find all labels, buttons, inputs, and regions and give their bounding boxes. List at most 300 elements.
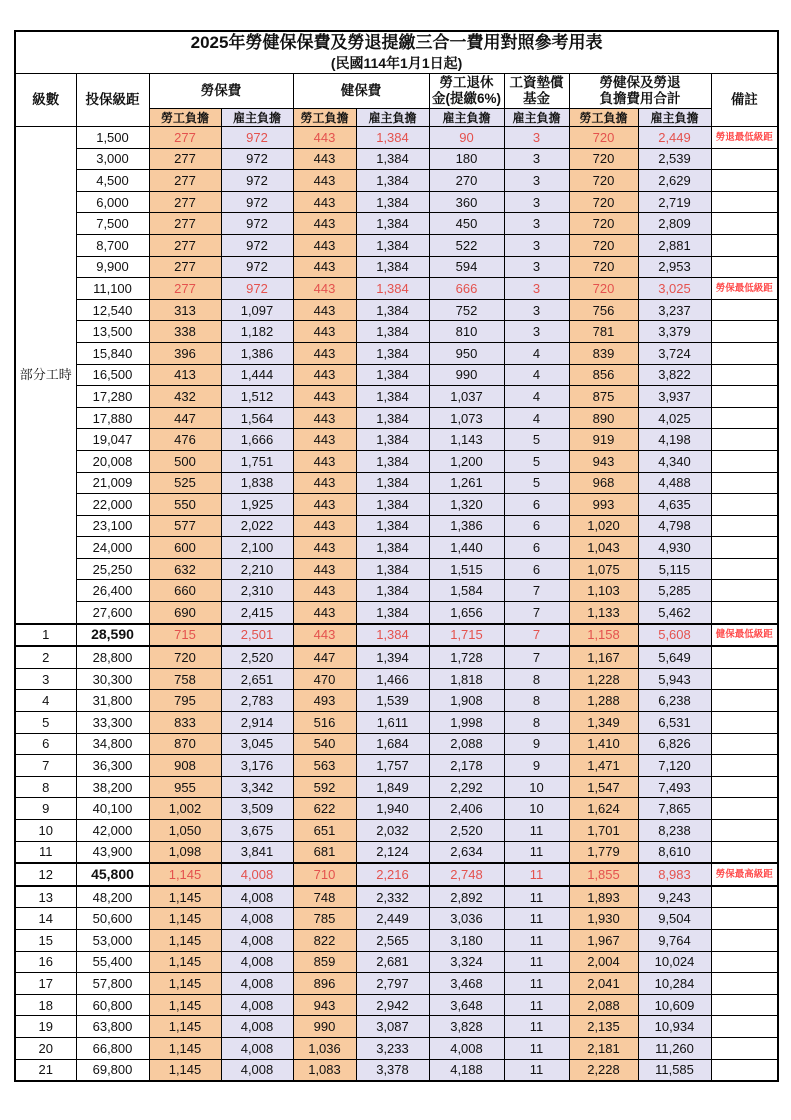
cell-total_worker: 968: [569, 472, 638, 494]
cell-health_employer: 1,384: [356, 364, 429, 386]
level-cell: 10: [15, 820, 76, 842]
cell-total_employer: 4,635: [638, 494, 711, 516]
cell-health_worker: 822: [293, 929, 356, 951]
cell-health_worker: 990: [293, 1016, 356, 1038]
cell-health_worker: 443: [293, 624, 356, 647]
salary-cell: 69,800: [76, 1059, 149, 1081]
header-pension: [429, 74, 504, 109]
note-cell: [711, 472, 778, 494]
note-cell: [711, 712, 778, 734]
note-cell: [711, 170, 778, 192]
table-row: [15, 994, 778, 1016]
cell-labor_employer: 2,022: [221, 515, 293, 537]
cell-total_employer: 11,585: [638, 1059, 711, 1081]
cell-pension_employer: 950: [429, 342, 504, 364]
cell-total_worker: 875: [569, 386, 638, 408]
cell-total_worker: 1,779: [569, 841, 638, 863]
cell-wage_fund_employer: 4: [504, 386, 569, 408]
cell-pension_employer: 1,073: [429, 407, 504, 429]
cell-wage_fund_employer: 3: [504, 321, 569, 343]
cell-health_employer: 1,394: [356, 646, 429, 668]
cell-health_worker: 443: [293, 148, 356, 170]
cell-labor_employer: 972: [221, 127, 293, 149]
cell-labor_employer: 2,520: [221, 646, 293, 668]
cell-pension_employer: 3,036: [429, 908, 504, 930]
cell-labor_worker: 500: [149, 450, 221, 472]
cell-health_employer: 2,216: [356, 863, 429, 886]
note-cell: [711, 558, 778, 580]
cell-labor_worker: 1,145: [149, 908, 221, 930]
level-cell: 6: [15, 733, 76, 755]
table-row: [15, 429, 778, 451]
table-row: [15, 973, 778, 995]
cell-labor_worker: 277: [149, 256, 221, 278]
subheader-labor-employer: 雇主負擔: [221, 109, 293, 127]
note-cell: [711, 690, 778, 712]
cell-health_worker: 443: [293, 580, 356, 602]
cell-wage_fund_employer: 11: [504, 863, 569, 886]
cell-wage_fund_employer: 8: [504, 668, 569, 690]
salary-cell: 17,280: [76, 386, 149, 408]
cell-labor_employer: 3,342: [221, 776, 293, 798]
table-row: [15, 321, 778, 343]
cell-health_employer: 1,384: [356, 537, 429, 559]
cell-total_worker: 1,855: [569, 863, 638, 886]
cell-labor_worker: 1,145: [149, 973, 221, 995]
table-row: [15, 472, 778, 494]
cell-health_employer: 1,849: [356, 776, 429, 798]
cell-health_employer: 2,449: [356, 908, 429, 930]
salary-cell: 3,000: [76, 148, 149, 170]
cell-labor_employer: 972: [221, 148, 293, 170]
cell-health_employer: 1,384: [356, 234, 429, 256]
cell-health_employer: 1,384: [356, 407, 429, 429]
cell-wage_fund_employer: 11: [504, 1059, 569, 1081]
cell-labor_employer: 1,512: [221, 386, 293, 408]
salary-cell: 55,400: [76, 951, 149, 973]
cell-pension_employer: 3,468: [429, 973, 504, 995]
cell-total_worker: 1,930: [569, 908, 638, 930]
table-row: [15, 191, 778, 213]
cell-wage_fund_employer: 11: [504, 841, 569, 863]
cell-health_employer: 1,466: [356, 668, 429, 690]
cell-health_worker: 443: [293, 602, 356, 624]
note-cell: 勞保最高級距: [711, 863, 778, 886]
note-cell: [711, 929, 778, 951]
salary-cell: 16,500: [76, 364, 149, 386]
salary-cell: 38,200: [76, 776, 149, 798]
cell-total_employer: 3,379: [638, 321, 711, 343]
cell-health_employer: 1,684: [356, 733, 429, 755]
table-row: [15, 256, 778, 278]
level-cell: 4: [15, 690, 76, 712]
header-health-insurance: 健保費: [293, 74, 429, 109]
cell-pension_employer: 2,088: [429, 733, 504, 755]
cell-labor_employer: 972: [221, 278, 293, 300]
cell-labor_employer: 1,925: [221, 494, 293, 516]
cell-labor_worker: 795: [149, 690, 221, 712]
level-cell: 16: [15, 951, 76, 973]
cell-health_worker: 443: [293, 494, 356, 516]
level-cell: 13: [15, 886, 76, 908]
cell-labor_worker: 550: [149, 494, 221, 516]
cell-total_employer: 2,881: [638, 234, 711, 256]
note-cell: [711, 494, 778, 516]
cell-total_worker: 1,075: [569, 558, 638, 580]
cell-health_employer: 1,384: [356, 299, 429, 321]
cell-labor_worker: 1,145: [149, 1059, 221, 1081]
cell-total_employer: 3,822: [638, 364, 711, 386]
cell-total_employer: 10,934: [638, 1016, 711, 1038]
table-title-block: [15, 31, 778, 74]
cell-pension_employer: 2,520: [429, 820, 504, 842]
note-cell: [711, 580, 778, 602]
cell-wage_fund_employer: 7: [504, 602, 569, 624]
note-cell: [711, 951, 778, 973]
cell-pension_employer: 1,656: [429, 602, 504, 624]
table-row: [15, 278, 778, 300]
table-row: [15, 776, 778, 798]
cell-health_employer: 1,611: [356, 712, 429, 734]
note-cell: [711, 994, 778, 1016]
cell-total_employer: 5,462: [638, 602, 711, 624]
subheader-health-employer: 雇主負擔: [356, 109, 429, 127]
cell-health_worker: 443: [293, 342, 356, 364]
cell-labor_worker: 1,050: [149, 820, 221, 842]
note-cell: [711, 733, 778, 755]
cell-total_employer: 4,340: [638, 450, 711, 472]
cell-total_employer: 9,243: [638, 886, 711, 908]
cell-labor_worker: 277: [149, 127, 221, 149]
cell-health_worker: 443: [293, 537, 356, 559]
cell-pension_employer: 1,715: [429, 624, 504, 647]
cell-total_worker: 1,547: [569, 776, 638, 798]
cell-health_worker: 681: [293, 841, 356, 863]
cell-pension_employer: 4,188: [429, 1059, 504, 1081]
cell-health_employer: 2,332: [356, 886, 429, 908]
cell-labor_employer: 4,008: [221, 994, 293, 1016]
note-cell: [711, 1059, 778, 1081]
cell-wage_fund_employer: 3: [504, 278, 569, 300]
cell-pension_employer: 752: [429, 299, 504, 321]
level-cell: 14: [15, 908, 76, 930]
table-row: [15, 755, 778, 777]
cell-health_worker: 710: [293, 863, 356, 886]
table-row: [15, 1037, 778, 1059]
salary-cell: 33,300: [76, 712, 149, 734]
cell-wage_fund_employer: 3: [504, 234, 569, 256]
cell-labor_employer: 4,008: [221, 886, 293, 908]
table-row: [15, 712, 778, 734]
cell-wage_fund_employer: 3: [504, 256, 569, 278]
cell-total_worker: 720: [569, 148, 638, 170]
note-cell: [711, 191, 778, 213]
cell-pension_employer: 1,261: [429, 472, 504, 494]
cell-wage_fund_employer: 7: [504, 624, 569, 647]
salary-cell: 50,600: [76, 908, 149, 930]
cell-total_worker: 2,181: [569, 1037, 638, 1059]
table-row: [15, 213, 778, 235]
cell-health_worker: 1,083: [293, 1059, 356, 1081]
cell-total_worker: 856: [569, 364, 638, 386]
header-total-line2: 負擔費用合計: [599, 91, 681, 106]
cell-health_worker: 443: [293, 256, 356, 278]
cell-health_worker: 470: [293, 668, 356, 690]
table-row: [15, 1016, 778, 1038]
level-cell: 15: [15, 929, 76, 951]
table-row: [15, 127, 778, 149]
cell-labor_worker: 525: [149, 472, 221, 494]
note-cell: [711, 429, 778, 451]
cell-pension_employer: 3,180: [429, 929, 504, 951]
cell-total_employer: 6,531: [638, 712, 711, 734]
table-row: [15, 951, 778, 973]
salary-cell: 17,880: [76, 407, 149, 429]
cell-wage_fund_employer: 5: [504, 472, 569, 494]
salary-cell: 19,047: [76, 429, 149, 451]
header-note: 備註: [711, 74, 778, 127]
cell-labor_employer: 4,008: [221, 973, 293, 995]
cell-health_employer: 1,384: [356, 494, 429, 516]
note-cell: [711, 908, 778, 930]
salary-cell: 20,008: [76, 450, 149, 472]
cell-total_worker: 890: [569, 407, 638, 429]
note-cell: 勞保最低級距: [711, 278, 778, 300]
cell-labor_employer: 972: [221, 191, 293, 213]
cell-total_worker: 1,967: [569, 929, 638, 951]
salary-cell: 11,100: [76, 278, 149, 300]
cell-total_employer: 4,930: [638, 537, 711, 559]
cell-pension_employer: 1,320: [429, 494, 504, 516]
cell-pension_employer: 810: [429, 321, 504, 343]
cell-pension_employer: 3,648: [429, 994, 504, 1016]
cell-health_employer: 1,384: [356, 127, 429, 149]
cell-total_employer: 5,649: [638, 646, 711, 668]
table-row: [15, 407, 778, 429]
cell-total_employer: 11,260: [638, 1037, 711, 1059]
cell-pension_employer: 1,515: [429, 558, 504, 580]
salary-cell: 42,000: [76, 820, 149, 842]
salary-cell: 28,800: [76, 646, 149, 668]
cell-health_employer: 1,384: [356, 580, 429, 602]
cell-labor_employer: 972: [221, 170, 293, 192]
table-row: [15, 733, 778, 755]
cell-labor_employer: 4,008: [221, 1016, 293, 1038]
cell-health_worker: 443: [293, 191, 356, 213]
cell-total_employer: 8,610: [638, 841, 711, 863]
salary-cell: 27,600: [76, 602, 149, 624]
note-cell: [711, 886, 778, 908]
cell-pension_employer: 1,386: [429, 515, 504, 537]
table-row: [15, 234, 778, 256]
cell-total_worker: 1,133: [569, 602, 638, 624]
cell-labor_worker: 277: [149, 148, 221, 170]
cell-labor_worker: 632: [149, 558, 221, 580]
salary-cell: 43,900: [76, 841, 149, 863]
cell-total_worker: 720: [569, 191, 638, 213]
cell-health_employer: 1,384: [356, 342, 429, 364]
cell-total_worker: 1,288: [569, 690, 638, 712]
cell-wage_fund_employer: 6: [504, 537, 569, 559]
cell-pension_employer: 2,892: [429, 886, 504, 908]
salary-cell: 22,000: [76, 494, 149, 516]
cell-wage_fund_employer: 11: [504, 908, 569, 930]
subheader-total-worker: 勞工負擔: [569, 109, 638, 127]
cell-pension_employer: 3,828: [429, 1016, 504, 1038]
cell-total_worker: 1,020: [569, 515, 638, 537]
table-row: [15, 537, 778, 559]
cell-labor_worker: 277: [149, 278, 221, 300]
cell-wage_fund_employer: 4: [504, 364, 569, 386]
salary-cell: 24,000: [76, 537, 149, 559]
cell-health_worker: 443: [293, 386, 356, 408]
note-cell: [711, 407, 778, 429]
cell-total_worker: 1,349: [569, 712, 638, 734]
cell-total_employer: 9,764: [638, 929, 711, 951]
cell-pension_employer: 666: [429, 278, 504, 300]
table-row: [15, 929, 778, 951]
level-cell: 21: [15, 1059, 76, 1081]
salary-cell: 63,800: [76, 1016, 149, 1038]
note-cell: [711, 798, 778, 820]
cell-labor_employer: 4,008: [221, 1037, 293, 1059]
cell-health_employer: 1,384: [356, 515, 429, 537]
cell-labor_employer: 3,176: [221, 755, 293, 777]
header-wage-fund-line2: 基金: [523, 91, 550, 106]
cell-total_worker: 720: [569, 127, 638, 149]
cell-labor_employer: 3,841: [221, 841, 293, 863]
salary-cell: 7,500: [76, 213, 149, 235]
cell-health_worker: 785: [293, 908, 356, 930]
cell-pension_employer: 1,200: [429, 450, 504, 472]
salary-cell: 40,100: [76, 798, 149, 820]
note-cell: [711, 148, 778, 170]
cell-wage_fund_employer: 10: [504, 776, 569, 798]
level-cell: 2: [15, 646, 76, 668]
salary-cell: 31,800: [76, 690, 149, 712]
cell-total_employer: 2,629: [638, 170, 711, 192]
cell-health_employer: 1,384: [356, 256, 429, 278]
cell-health_worker: 443: [293, 364, 356, 386]
note-cell: [711, 299, 778, 321]
page-subtitle: (民國114年1月1日起): [330, 55, 463, 71]
cell-labor_employer: 2,783: [221, 690, 293, 712]
cell-labor_worker: 313: [149, 299, 221, 321]
salary-cell: 4,500: [76, 170, 149, 192]
cell-labor_employer: 1,564: [221, 407, 293, 429]
table-row: [15, 450, 778, 472]
salary-cell: 30,300: [76, 668, 149, 690]
cell-wage_fund_employer: 6: [504, 515, 569, 537]
cell-total_employer: 8,983: [638, 863, 711, 886]
table-row: [15, 515, 778, 537]
header-pension-line2: 金(提繳6%): [431, 91, 501, 106]
table-row: [15, 299, 778, 321]
cell-health_worker: 443: [293, 213, 356, 235]
cell-labor_worker: 1,145: [149, 951, 221, 973]
salary-cell: 26,400: [76, 580, 149, 602]
cell-health_worker: 748: [293, 886, 356, 908]
cell-labor_worker: 758: [149, 668, 221, 690]
cell-labor_employer: 1,666: [221, 429, 293, 451]
cell-labor_employer: 972: [221, 256, 293, 278]
header-total: [569, 74, 711, 109]
note-cell: [711, 602, 778, 624]
cell-health_employer: 1,384: [356, 386, 429, 408]
cell-labor_worker: 432: [149, 386, 221, 408]
cell-total_worker: 1,624: [569, 798, 638, 820]
cell-labor_worker: 338: [149, 321, 221, 343]
table-row: [15, 863, 778, 886]
cell-pension_employer: 2,406: [429, 798, 504, 820]
cell-labor_employer: 2,415: [221, 602, 293, 624]
cell-total_employer: 4,025: [638, 407, 711, 429]
cell-labor_employer: 4,008: [221, 1059, 293, 1081]
cell-total_employer: 4,198: [638, 429, 711, 451]
cell-labor_worker: 1,002: [149, 798, 221, 820]
table-row: [15, 342, 778, 364]
salary-cell: 48,200: [76, 886, 149, 908]
cell-pension_employer: 2,292: [429, 776, 504, 798]
cell-health_employer: 1,384: [356, 450, 429, 472]
cell-health_worker: 651: [293, 820, 356, 842]
cell-labor_employer: 2,914: [221, 712, 293, 734]
cell-total_employer: 4,798: [638, 515, 711, 537]
cell-health_worker: 443: [293, 515, 356, 537]
cell-wage_fund_employer: 3: [504, 148, 569, 170]
cell-pension_employer: 522: [429, 234, 504, 256]
note-cell: [711, 234, 778, 256]
table-row: [15, 1059, 778, 1081]
cell-total_employer: 6,826: [638, 733, 711, 755]
cell-labor_employer: 1,444: [221, 364, 293, 386]
cell-labor_employer: 3,675: [221, 820, 293, 842]
cell-total_employer: 7,120: [638, 755, 711, 777]
cell-health_worker: 563: [293, 755, 356, 777]
salary-cell: 57,800: [76, 973, 149, 995]
level-cell: 1: [15, 624, 76, 647]
cell-wage_fund_employer: 8: [504, 690, 569, 712]
page-title: 2025年勞健保保費及勞退提繳三合一費用對照參考用表: [190, 33, 603, 52]
cell-total_employer: 2,953: [638, 256, 711, 278]
cell-health_worker: 447: [293, 646, 356, 668]
note-cell: 健保最低級距: [711, 624, 778, 647]
salary-cell: 66,800: [76, 1037, 149, 1059]
cell-wage_fund_employer: 9: [504, 733, 569, 755]
title-row: [15, 31, 778, 74]
note-cell: [711, 450, 778, 472]
cell-pension_employer: 450: [429, 213, 504, 235]
cell-health_worker: 943: [293, 994, 356, 1016]
cell-health_employer: 1,757: [356, 755, 429, 777]
cell-labor_employer: 2,651: [221, 668, 293, 690]
cell-wage_fund_employer: 11: [504, 820, 569, 842]
cell-total_worker: 720: [569, 213, 638, 235]
note-cell: [711, 515, 778, 537]
cell-labor_employer: 4,008: [221, 951, 293, 973]
header-pension-line1: 勞工退休: [439, 75, 494, 90]
note-cell: [711, 668, 778, 690]
cell-total_employer: 10,284: [638, 973, 711, 995]
cell-total_employer: 2,539: [638, 148, 711, 170]
cell-health_worker: 592: [293, 776, 356, 798]
cell-pension_employer: 90: [429, 127, 504, 149]
header-salary: 投保級距: [76, 74, 149, 127]
cell-labor_worker: 476: [149, 429, 221, 451]
cell-pension_employer: 4,008: [429, 1037, 504, 1059]
header-wage-fund-line1: 工資墊償: [509, 75, 564, 90]
level-cell: 9: [15, 798, 76, 820]
